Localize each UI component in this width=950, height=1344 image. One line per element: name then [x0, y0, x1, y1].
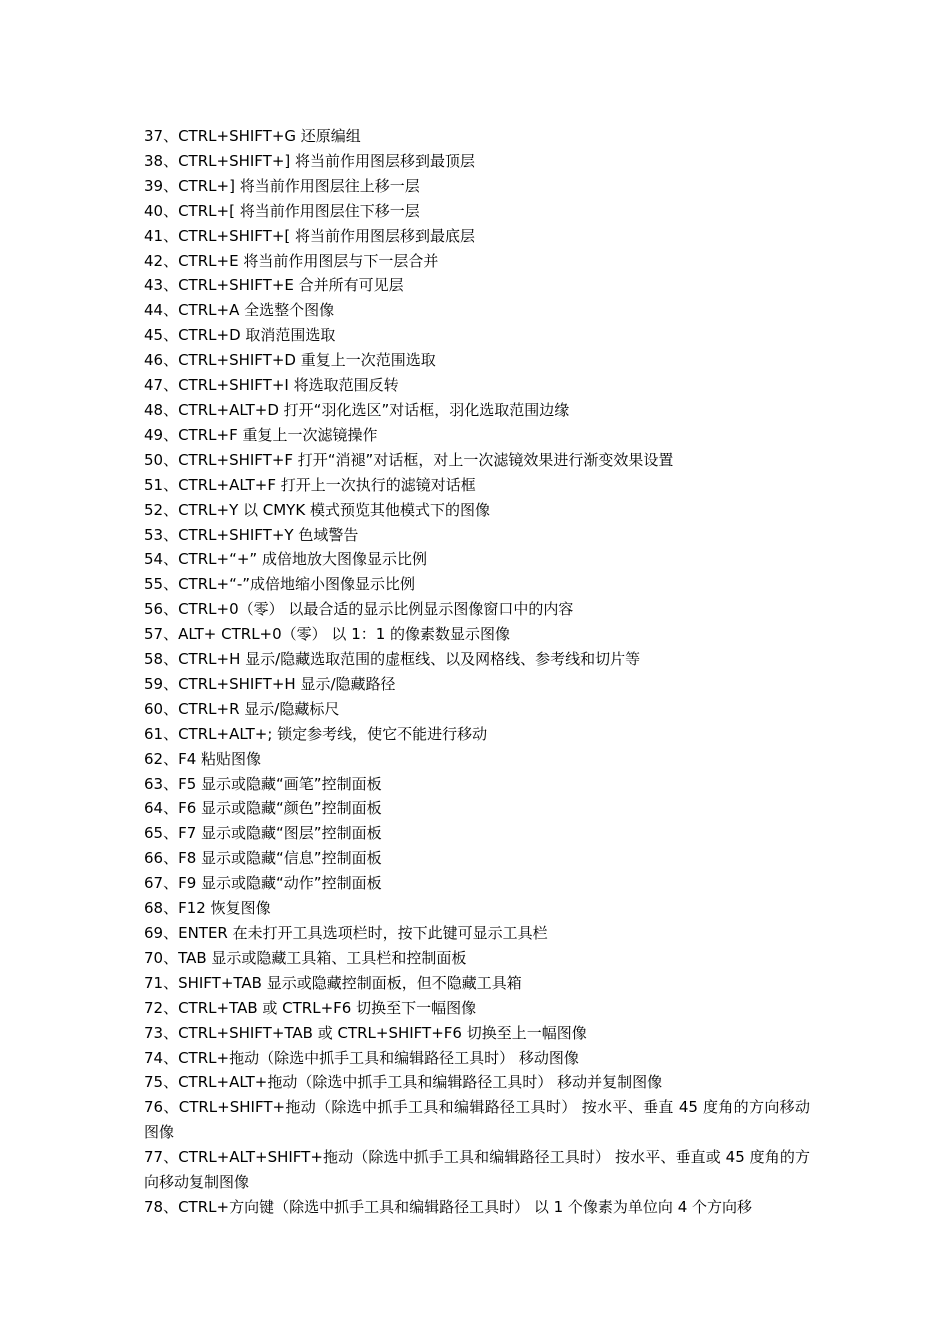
list-item: 48、CTRL+ALT+D 打开“羽化选区”对话框，羽化选取范围边缘 [144, 400, 570, 419]
list-item: 47、CTRL+SHIFT+I 将选取范围反转 [144, 376, 399, 395]
list-item: 75、CTRL+ALT+拖动（除选中抓手工具和编辑路径工具时） 移动并复制图像 [144, 1073, 663, 1092]
list-item: 61、CTRL+ALT+; 锁定参考线，使它不能进行移动 [144, 724, 488, 743]
list-item: 60、CTRL+R 显示/隐藏标尺 [144, 699, 340, 718]
list-item: 49、CTRL+F 重复上一次滤镜操作 [144, 425, 378, 444]
list-item: 66、F8 显示或隐藏“信息”控制面板 [144, 849, 382, 868]
list-item: 59、CTRL+SHIFT+H 显示/隐藏路径 [144, 674, 396, 693]
list-item: 73、CTRL+SHIFT+TAB 或 CTRL+SHIFT+F6 切换至上一幅图像 [144, 1023, 587, 1042]
list-item: 72、CTRL+TAB 或 CTRL+F6 切换至下一幅图像 [144, 998, 477, 1017]
list-item: 50、CTRL+SHIFT+F 打开“消褪”对话框，对上一次滤镜效果进行渐变效果设置 [144, 450, 674, 469]
shortcut-list [144, 124, 810, 1220]
list-item: 57、ALT+ CTRL+0（零） 以 1：1 的像素数显示图像 [144, 625, 511, 644]
list-item: 76、CTRL+SHIFT+拖动（除选中抓手工具和编辑路径工具时） 按水平、垂直 45 度角的方向移动图像 [144, 1098, 810, 1142]
list-item: 45、CTRL+D 取消范围选取 [144, 326, 336, 345]
list-item: 78、CTRL+方向键（除选中抓手工具和编辑路径工具时） 以 1 个像素为单位向 4 个方向移 [144, 1197, 753, 1216]
list-item: 51、CTRL+ALT+F 打开上一次执行的滤镜对话框 [144, 475, 476, 494]
list-item: 38、CTRL+SHIFT+] 将当前作用图层移到最顶层 [144, 151, 476, 170]
list-item: 40、CTRL+[ 将当前作用图层住下移一层 [144, 201, 420, 220]
list-item: 56、CTRL+0（零） 以最合适的显示比例显示图像窗口中的内容 [144, 600, 574, 619]
list-item: 77、CTRL+ALT+SHIFT+拖动（除选中抓手工具和编辑路径工具时） 按水平、垂直或 45 度角的方向移动复制图像 [144, 1148, 810, 1192]
list-item: 54、CTRL+“+” 成倍地放大图像显示比例 [144, 550, 427, 569]
list-item: 53、CTRL+SHIFT+Y 色域警告 [144, 525, 359, 544]
list-item: 37、CTRL+SHIFT+G 还原编组 [144, 127, 361, 145]
list-item: 58、CTRL+H 显示/隐藏选取范围的虚框线、以及网格线、参考线和切片等 [144, 650, 641, 669]
list-item: 71、SHIFT+TAB 显示或隐藏控制面板，但不隐藏工具箱 [144, 973, 522, 992]
list-item: 44、CTRL+A 全选整个图像 [144, 301, 335, 320]
list-item: 55、CTRL+“-”成倍地缩小图像显示比例 [144, 575, 416, 594]
list-item: 41、CTRL+SHIFT+[ 将当前作用图层移到最底层 [144, 226, 476, 245]
list-item: 52、CTRL+Y 以 CMYK 模式预览其他模式下的图像 [144, 500, 490, 519]
list-item: 67、F9 显示或隐藏“动作”控制面板 [144, 874, 382, 893]
list-item: 65、F7 显示或隐藏“图层”控制面板 [144, 824, 382, 843]
list-item: 70、TAB 显示或隐藏工具箱、工具栏和控制面板 [144, 948, 467, 967]
list-item: 64、F6 显示或隐藏“颜色”控制面板 [144, 799, 382, 818]
list-item: 46、CTRL+SHIFT+D 重复上一次范围选取 [144, 351, 436, 370]
list-item: 39、CTRL+] 将当前作用图层往上移一层 [144, 176, 420, 195]
list-item: 68、F12 恢复图像 [144, 899, 271, 918]
list-item: 43、CTRL+SHIFT+E 合并所有可见层 [144, 276, 404, 295]
list-item: 63、F5 显示或隐藏“画笔”控制面板 [144, 774, 382, 793]
list-item: 69、ENTER 在未打开工具选项栏时，按下此键可显示工具栏 [144, 924, 548, 942]
list-item: 42、CTRL+E 将当前作用图层与下一层合并 [144, 251, 439, 270]
list-item: 62、F4 粘贴图像 [144, 749, 262, 768]
list-item: 74、CTRL+拖动（除选中抓手工具和编辑路径工具时） 移动图像 [144, 1048, 579, 1067]
